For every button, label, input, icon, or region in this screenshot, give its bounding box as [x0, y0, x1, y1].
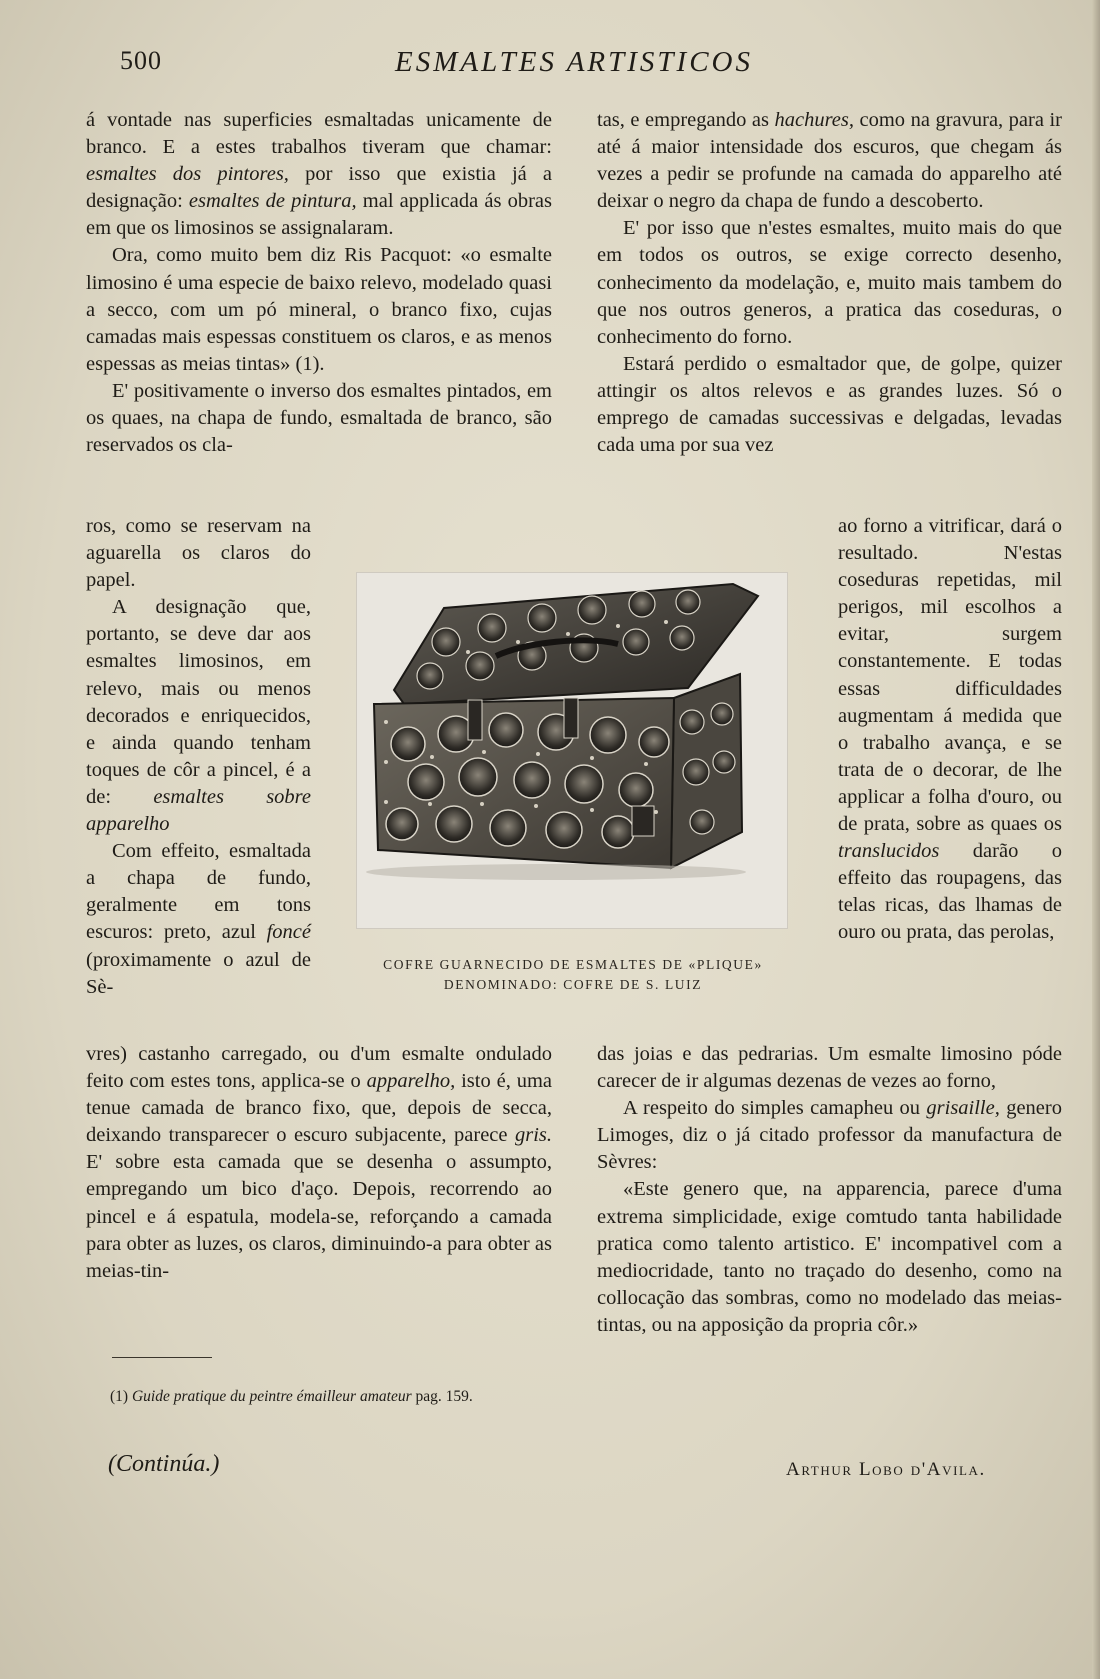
text-run: genero Limoges, diz o já citado professor da manufactura de Sèvres:	[597, 1097, 1062, 1174]
page-title: ESMALTES ARTISTICOS	[395, 46, 753, 78]
caption-line: DENOMINADO: COFRE DE S. LUIZ	[443, 977, 703, 992]
left-column-bottom	[86, 1041, 552, 1285]
text-run: A respeito do simples camapheu ou	[623, 1097, 927, 1120]
text-run: mal applicada ás obras em que os limosinos se assignalaram.	[86, 190, 552, 240]
paragraph: Estará perdido o esmaltador que, de golpe, quizer attingir os altos relevos e as grandes luzes. Só o emprego de camadas successivas e delgadas, levadas cada uma por sua vez	[597, 352, 1062, 457]
text-run: á vontade nas superficies esmaltadas unicamente de branco. E a estes trabalhos tiveram que chamar:	[86, 109, 552, 159]
italic-text: grisaille,	[926, 1097, 1000, 1120]
coffer-photograph	[356, 572, 788, 929]
running-head	[120, 46, 1020, 82]
paragraph	[86, 107, 552, 242]
paragraph: «Este genero que, na apparencia, parece d'uma extrema simplicidade, exige comtudo tanta habilidade pratica como talento artistico. E' incompativel com a mediocridade, tanto no traçado do desenho, como na collocação das sombras, como no modelado das meias-tintas, ou na apposição da propria côr.»	[597, 1178, 1062, 1336]
text-run: A designação que, portanto, se deve dar aos esmaltes limosinos, em relevo, mais ou menos decorados e enriquecidos, e ainda quando tenham toques de côr a pincel, é a de:	[86, 596, 311, 808]
paragraph: E' positivamente o inverso dos esmaltes pintados, em os quaes, na chapa de fundo, esmaltada de branco, são reservados os cla-	[86, 379, 552, 457]
text-run: E' sobre esta camada que se desenha o assumpto, empregando um bico d'aço. Depois, recorrendo ao pincel e á espatula, modela-se, reforçando a camada para obter as luzes, os claros, diminuindo-a para obter as meias-tin-	[86, 1151, 552, 1282]
text-run: Com effeito, esmaltada a chapa de fundo, geralmente em tons escuros: preto, azul	[86, 840, 311, 944]
figure-caption	[338, 955, 808, 995]
author-signature: Arthur Lobo d'Avila.	[786, 1459, 986, 1480]
right-column-bottom	[597, 1041, 1062, 1339]
footnote-divider	[112, 1357, 212, 1358]
italic-text: esmaltes de pintura,	[188, 190, 357, 213]
page-number: 500	[120, 46, 162, 75]
text-run: como na gravura, para ir até á maior intensidade dos escuros, que chegam ás vezes a pedir se profunde na camada do apparelho até deixar o negro da chapa de fundo a descoberto.	[597, 109, 1062, 213]
left-column-wrap	[86, 513, 311, 1001]
paragraph: ros, como se reservam na aguarella os claros do papel.	[86, 515, 311, 592]
paragraph: das joias e das pedrarias. Um esmalte limosino póde carecer de ir algumas dezenas de vezes ao forno,	[597, 1043, 1062, 1093]
text-run: vres) castanho carregado, ou d'um esmalte ondulado feito com estes tons, applica-se o	[86, 1043, 552, 1093]
text-run: ao forno a vitrificar, dará o resultado. N'estas coseduras repetidas, mil perigos, mil escolhos a evitar, surgem constantemente. E todas essas difficuldades augmentam á medida que o trabalho avança, e se trata de o decorar, de lhe applicar a folha d'ouro, ou de prata, sobre as quaes os	[838, 515, 1062, 836]
paragraph	[86, 1041, 552, 1285]
caption-line: COFRE GUARNECIDO DE ESMALTES DE «PLIQUE»	[383, 957, 763, 972]
paragraph	[86, 838, 311, 1001]
italic-text: esmaltes sobre apparelho	[86, 785, 311, 836]
paragraph: E' por isso que n'estes esmaltes, muito mais do que em todos os outros, se exige correcto desenho, conhecimento da modelação, e, muito mais tambem do que nos outros generos, a pratica das coseduras, o conhecimento do forno.	[597, 217, 1062, 348]
paragraph: Ora, como muito bem diz Ris Pacquot: «o esmalte limosino é uma especie de baixo relevo, modelado quasi a secco, com um pó mineral, o branco fixo, cujas camadas mais espessas constituem os claros, e as menos espessas as meias tintas» (1).	[86, 244, 552, 375]
footnote	[110, 1386, 548, 1408]
text-run: (proximamente o azul de Sè-	[86, 948, 311, 998]
paragraph	[838, 513, 1062, 947]
text-run: isto é, uma tenue camada de branco fixo, que, depois de secca, deixando transparecer o escuro subjacente, parece	[86, 1070, 552, 1147]
figure	[356, 572, 788, 932]
paragraph	[597, 107, 1062, 215]
footnote-marker: (1)	[110, 1388, 132, 1405]
right-column-top	[597, 107, 1062, 459]
text-run: tas, e empregando as	[597, 109, 775, 131]
italic-text: esmaltes dos pintores,	[86, 163, 289, 186]
left-column-top	[86, 107, 552, 459]
italic-text: hachures,	[774, 109, 854, 131]
paragraph	[86, 594, 311, 838]
italic-text: apparelho,	[366, 1070, 456, 1093]
continued-note: (Continúa.)	[108, 1451, 220, 1477]
italic-text: translucidos	[838, 840, 940, 863]
coffer-illustration	[356, 572, 788, 929]
italic-text: Guide pratique du peintre émailleur amateur	[131, 1388, 412, 1405]
text-run: por isso que existia já a designação:	[86, 163, 552, 213]
italic-text: gris.	[514, 1124, 552, 1147]
text-run: pag. 159.	[411, 1388, 473, 1405]
right-column-wrap	[838, 513, 1062, 947]
page-edge	[1092, 0, 1100, 1679]
italic-text: foncé	[266, 921, 311, 944]
text-run: darão o effeito das roupagens, das telas ricas, das lhamas de ouro ou prata, das perolas,	[838, 840, 1062, 944]
paragraph	[597, 1095, 1062, 1176]
